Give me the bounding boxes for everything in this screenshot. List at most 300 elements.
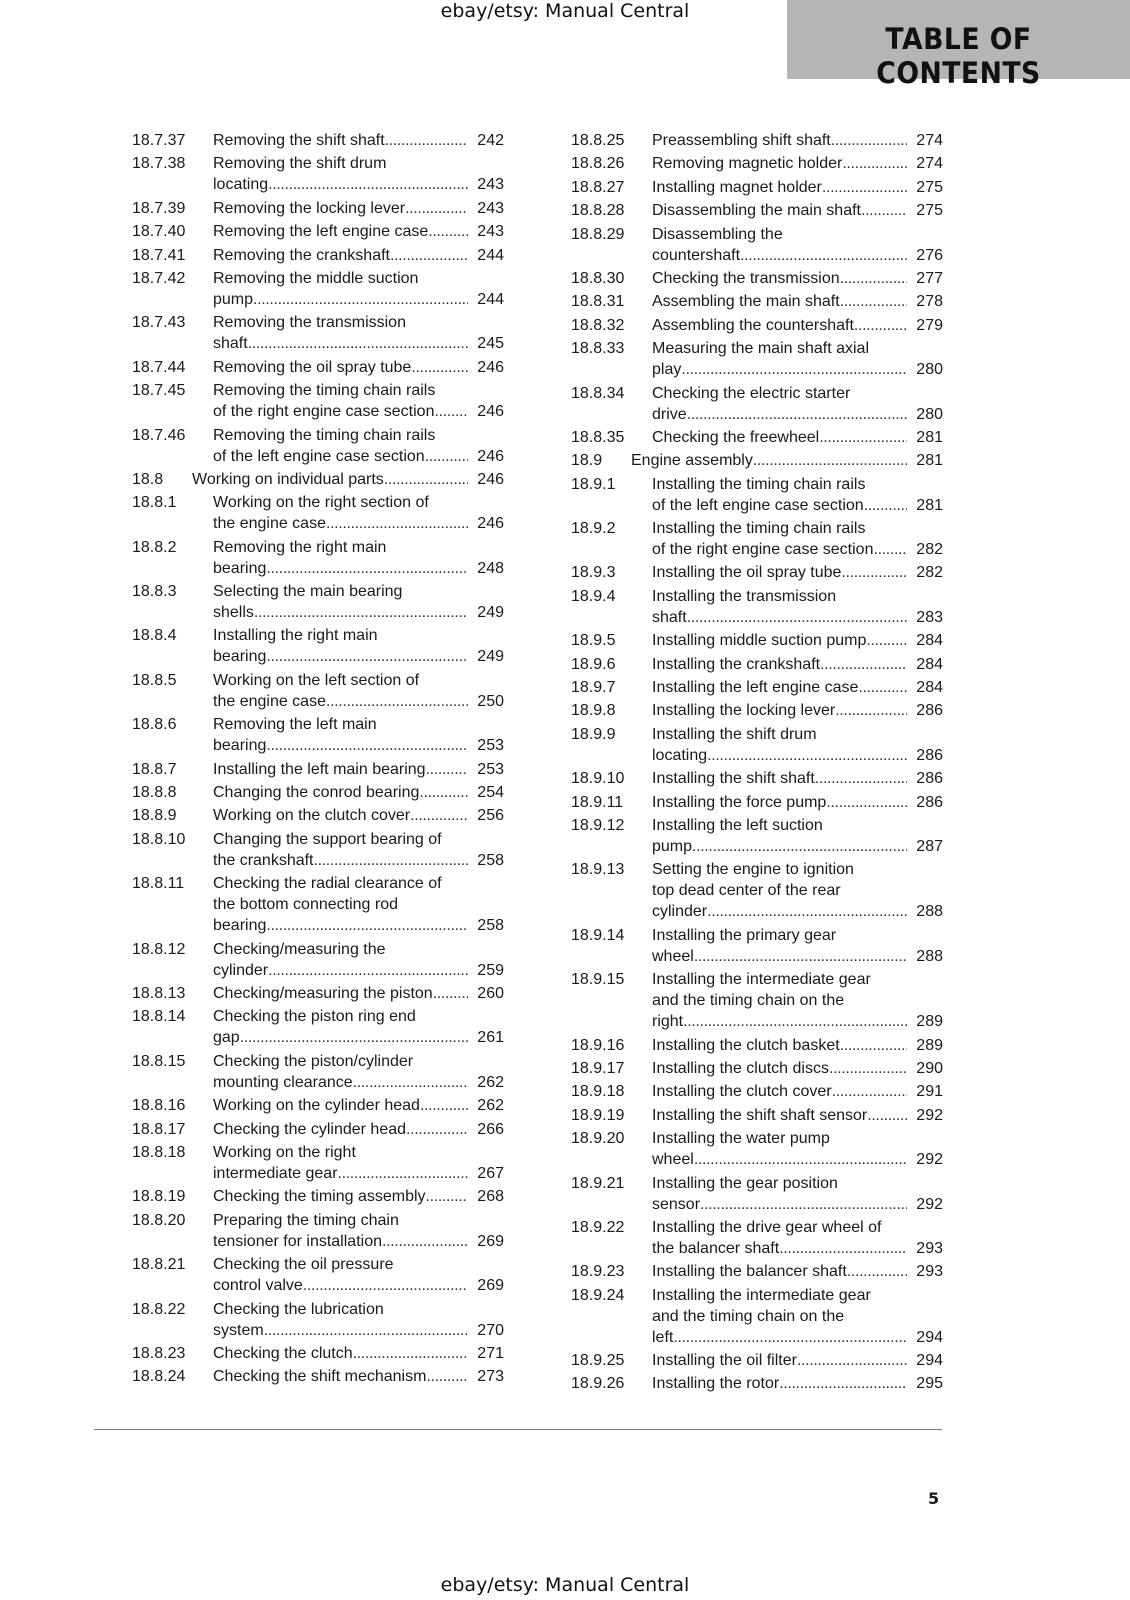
toc-entry-title: tensioner for installation [213,1232,382,1250]
toc-entry-title: Disassembling the [652,225,783,243]
toc-entry-title: bearing [213,559,267,577]
toc-entry-title: Removing the middle suction [213,269,419,287]
toc-entry[interactable] [571,792,943,813]
toc-entry-page: 288 [916,903,943,921]
toc-entry-title: mounting clearance [213,1073,353,1091]
dot-leader [692,836,907,857]
toc-entry-title: left [652,1328,674,1346]
toc-entry-number: 18.8.9 [132,807,177,825]
toc-entry-title: Working on the left section of [213,671,420,689]
toc-entry-number: 18.8.34 [571,384,625,402]
toc-entry-number: 18.7.41 [132,246,186,264]
toc-entry[interactable] [571,724,943,766]
toc-entry-page: 286 [916,746,943,764]
dot-leader [382,1231,468,1252]
toc-entry[interactable] [571,815,943,857]
toc-entry-number: 18.7.39 [132,199,186,217]
toc-entry-number: 18.9.23 [571,1263,625,1281]
toc-entry-title: cylinder [652,903,708,921]
toc-entry[interactable] [132,153,504,195]
dot-leader [694,946,907,967]
toc-entry-page: 282 [916,541,943,559]
toc-entry-number: 18.7.45 [132,382,186,400]
toc-entry[interactable] [132,245,504,266]
dot-leader [873,539,907,560]
toc-entry[interactable] [132,714,504,756]
toc-entry-number: 18.8.22 [132,1300,186,1318]
dot-leader [426,1366,468,1387]
toc-entry-number: 18.7.37 [132,132,186,149]
toc-entry-page: 293 [916,1263,943,1281]
toc-entry[interactable] [132,759,504,780]
toc-entry-page: 275 [916,202,943,220]
toc-entry-number: 18.7.38 [132,155,186,173]
toc-entry-title: Installing the left main bearing [213,760,426,778]
footer-divider [94,1429,942,1430]
toc-entry-page: 289 [916,1013,943,1031]
toc-entry-page: 267 [477,1164,504,1182]
toc-entry[interactable] [571,1058,943,1079]
toc-entry-page: 246 [477,358,504,376]
toc-entry[interactable] [132,1210,504,1252]
toc-entry-page: 294 [916,1352,943,1370]
toc-entry[interactable] [132,198,504,219]
toc-entry-title: Checking the electric starter [652,384,851,402]
toc-entry-page: 292 [916,1195,943,1213]
toc-entry-page: 274 [916,132,943,149]
toc-entry-number: 18.8.24 [132,1368,186,1386]
toc-entry[interactable] [571,153,943,174]
toc-entry-title: wheel [652,1151,694,1169]
dot-leader [268,174,468,195]
toc-entry-page: 293 [916,1239,943,1257]
toc-entry[interactable] [571,474,943,516]
dot-leader [405,198,468,219]
toc-entry-page: 284 [916,679,943,697]
toc-entry-title: Removing the oil spray tube [213,358,412,376]
toc-entry-number: 18.9.19 [571,1106,625,1124]
toc-entry[interactable] [571,1105,943,1126]
toc-entry[interactable] [132,625,504,667]
toc-entry-number: 18.7.43 [132,314,186,332]
toc-entry-title: Installing the right main [213,627,378,645]
toc-entry-title: Installing the gear position [652,1174,838,1192]
dot-leader [390,245,468,266]
toc-entry-number: 18.8.33 [571,340,625,358]
toc-entry[interactable] [571,224,943,266]
toc-entry-number: 18.7.40 [132,223,186,241]
toc-entry-page: 279 [916,316,943,334]
dot-leader [779,1373,907,1394]
toc-entry-number: 18.9.15 [571,971,625,989]
toc-entry[interactable] [132,1006,504,1048]
toc-entry-number: 18.8.21 [132,1256,186,1274]
toc-entry-number: 18.9.10 [571,770,625,788]
toc-entry-title: Removing the left main [213,716,377,734]
toc-entry[interactable] [132,1119,504,1140]
toc-entry-page: 278 [916,293,943,311]
toc-entry-number: 18.7.42 [132,269,186,287]
toc-entry-number: 18.9.3 [571,564,616,582]
dot-leader [264,1320,468,1341]
toc-entry[interactable] [571,200,943,221]
toc-entry-title: Removing the shift drum [213,155,387,173]
toc-entry[interactable] [571,630,943,651]
toc-entry-number: 18.9.16 [571,1036,625,1054]
toc-entry-title: Installing the timing chain rails [652,475,866,493]
toc-entry-page: 284 [916,655,943,673]
toc-entry-title: Checking the freewheel [652,428,820,446]
toc-entry[interactable] [132,805,504,826]
toc-entry[interactable] [132,983,504,1004]
toc-entry-title: and the timing chain on the [652,992,845,1010]
toc-entry-number: 18.8.2 [132,538,177,556]
toc-entry-title: of the right engine case section [652,541,874,559]
toc-entry[interactable] [132,939,504,981]
toc-entry[interactable] [571,315,943,336]
toc-entry[interactable] [571,338,943,380]
toc-entry-title: Installing the oil spray tube [652,564,842,582]
toc-entry-number: 18.8.11 [132,875,185,893]
dot-leader [842,153,907,174]
toc-entry-title: Installing the left engine case [652,679,859,697]
toc-entry-number: 18.7.46 [132,426,186,444]
toc-entry[interactable] [571,427,943,448]
toc-entry[interactable] [132,380,504,422]
toc-entry-title: Removing the left engine case [213,223,429,241]
toc-entry-number: 18.8.28 [571,202,625,220]
toc-entry[interactable] [571,1373,943,1394]
toc-entry-page: 260 [477,984,504,1002]
toc-entry-page: 271 [477,1344,504,1362]
toc-entry-page: 281 [916,452,943,470]
toc-entry-number: 18.8.1 [132,494,177,512]
toc-entry-title: bearing [213,648,267,666]
toc-entry-page: 282 [916,564,943,582]
toc-entry-page: 292 [916,1151,943,1169]
dot-leader [326,691,468,712]
toc-entry-title: Installing the clutch cover [652,1083,832,1101]
toc-entry[interactable] [132,357,504,378]
toc-entry[interactable] [132,1366,504,1387]
toc-entry-number: 18.9.17 [571,1059,625,1077]
toc-entry-number: 18.9.20 [571,1130,625,1148]
toc-entry-title: Checking the oil pressure [213,1256,394,1274]
toc-entry-title: Installing the clutch discs [652,1059,829,1077]
toc-entry-page: 266 [477,1120,504,1138]
toc-entry-number: 18.9.21 [571,1174,625,1192]
toc-entry-page: 258 [477,917,504,935]
toc-entry-title: Checking the lubrication [213,1300,384,1318]
toc-entry-title: wheel [652,947,694,965]
toc-entry[interactable] [571,1173,943,1215]
toc-entry-title: and the timing chain on the [652,1307,845,1325]
toc-entry[interactable] [132,425,504,467]
toc-entry-page: 246 [477,403,504,421]
toc-entry-number: 18.8.31 [571,293,625,311]
toc-entry-title: Checking the cylinder head [213,1120,407,1138]
toc-entry-title: of the right engine case section [213,403,435,421]
toc-entry-number: 18.9.14 [571,926,625,944]
toc-entry-number: 18.8.18 [132,1143,186,1161]
toc-entry-title: Installing the timing chain rails [652,520,866,538]
toc-entry-page: 242 [477,132,504,149]
toc-entry-page: 268 [477,1188,504,1206]
toc-entry-number: 18.8.14 [132,1008,186,1026]
toc-entry[interactable] [132,1186,504,1207]
toc-entry-title: Installing magnet holder [652,178,822,196]
toc-entry[interactable] [132,782,504,803]
toc-entry-number: 18.9.5 [571,632,616,650]
toc-entry-page: 246 [477,447,504,465]
toc-entry-page: 244 [477,290,504,308]
dot-leader [268,960,468,981]
toc-entry[interactable] [571,700,943,721]
toc-entry-page: 243 [477,199,504,217]
toc-entry-title: Disassembling the main shaft [652,202,861,220]
watermark-bottom: ebay/etsy: Manual Central [440,1574,690,1596]
dot-leader [797,1350,907,1371]
toc-entry-page: 289 [916,1036,943,1054]
toc-entry[interactable] [132,1254,504,1296]
toc-entry[interactable] [132,581,504,623]
toc-entry[interactable] [132,268,504,310]
toc-entry-number: 18.9.4 [571,587,616,605]
toc-entry-page: 274 [916,155,943,173]
toc-entry-title: Preparing the timing chain [213,1211,399,1229]
toc-entry-page: 245 [477,335,504,353]
toc-entry-title: of the left engine case section [652,496,864,514]
toc-entry-title: Removing magnetic holder [652,155,843,173]
toc-entry-title: Assembling the main shaft [652,293,840,311]
toc-entry-number: 18.8.7 [132,760,177,778]
toc-entry[interactable] [571,969,943,1032]
dot-leader [700,1194,907,1215]
toc-entry[interactable] [571,177,943,198]
toc-entry-title: Working on the clutch cover [213,807,411,825]
toc-entry-number: 18.8.23 [132,1344,186,1362]
toc-entry[interactable] [132,312,504,354]
toc-entry-title: Selecting the main bearing [213,583,403,601]
toc-entry-title: Installing the primary gear [652,926,837,944]
toc-entry-page: 273 [477,1368,504,1386]
dot-leader [353,1343,468,1364]
toc-entry-page: 269 [477,1277,504,1295]
toc-entry-title: Installing the locking lever [652,702,836,720]
toc-entry-page: 250 [477,692,504,710]
toc-entry[interactable] [571,859,943,922]
toc-entry-title: shaft [213,335,248,353]
dot-leader [254,602,468,623]
toc-entry[interactable] [571,268,943,289]
toc-entry[interactable] [571,1261,943,1282]
toc-entry-page: 280 [916,361,943,379]
toc-entry-title: Installing the water pump [652,1130,830,1148]
toc-entry[interactable] [571,1035,943,1056]
dot-leader [434,401,468,422]
toc-entry-number: 18.9.11 [571,793,624,811]
toc-entry-page: 249 [477,604,504,622]
toc-entry-title: Installing the force pump [652,793,827,811]
toc-entry[interactable] [132,1343,504,1364]
toc-entry-page: 281 [916,428,943,446]
toc-entry-page: 295 [916,1375,943,1393]
toc-entry-page: 258 [477,851,504,869]
toc-entry[interactable] [132,537,504,579]
toc-entry-title: pump [213,290,254,308]
toc-entry[interactable] [571,586,943,628]
toc-entry[interactable] [571,1081,943,1102]
toc-entry[interactable] [132,829,504,871]
toc-entry-page: 294 [916,1328,943,1346]
toc-entry-title: sensor [652,1195,701,1213]
toc-entry-page: 281 [916,496,943,514]
toc-entry-title: Removing the shift shaft [213,132,385,149]
toc-entry-page: 253 [477,760,504,778]
toc-entry-title: bearing [213,737,267,755]
toc-entry[interactable] [571,383,943,425]
toc-entry-title: Setting the engine to ignition [652,861,854,879]
dot-leader [425,446,468,467]
section-header [787,0,1130,90]
toc-entry[interactable] [132,1095,504,1116]
toc-entry-title: the engine case [213,692,326,710]
toc-entry-title: Changing the support bearing of [213,830,442,848]
toc-entry-title: countershaft [652,246,741,264]
toc-entry[interactable] [571,677,943,698]
toc-entry[interactable] [132,492,504,534]
toc-entry[interactable] [132,1142,504,1184]
toc-entry-number: 18.8.17 [132,1120,186,1138]
toc-entry[interactable] [132,873,504,936]
toc-entry-title: Installing the balancer shaft [652,1263,847,1281]
toc-entry[interactable] [571,518,943,560]
toc-entry[interactable] [132,670,504,712]
toc-entry-title: the balancer shaft [652,1239,780,1257]
toc-entry-number: 18.9.13 [571,861,625,879]
toc-entry-number: 18.9.6 [571,655,616,673]
toc-entry[interactable] [132,130,504,151]
toc-entry-number: 18.9.24 [571,1286,625,1304]
toc-entry[interactable] [132,1051,504,1093]
toc-entry-number: 18.8.16 [132,1097,186,1115]
toc-entry-page: 262 [477,1097,504,1115]
toc-entry-number: 18.7.44 [132,358,186,376]
toc-entry[interactable] [571,1128,943,1170]
dot-leader [858,677,907,698]
toc-entry-number: 18.8 [132,470,164,488]
toc-entry-title: right [652,1013,684,1031]
toc-entry-title: of the left engine case section [213,447,425,465]
watermark-top: ebay/etsy: Manual Central [440,0,690,22]
toc-entry-number: 18.8.5 [132,671,177,689]
toc-entry-number: 18.9 [571,452,603,470]
toc-entry[interactable] [132,469,504,490]
toc-entry-number: 18.9.12 [571,816,625,834]
dot-leader [681,359,907,380]
toc-entry-title: Working on the cylinder head [213,1097,420,1115]
dot-leader [819,427,907,448]
dot-leader [426,1186,468,1207]
dot-leader [753,450,907,471]
dot-leader [266,915,468,936]
dot-leader [831,130,907,151]
toc-entry-title: shaft [652,608,687,626]
toc-entry-title: Working on the right section of [213,494,429,512]
toc-entry-page: 244 [477,246,504,264]
toc-entry-number: 18.8.35 [571,428,625,446]
toc-entry[interactable] [571,562,943,583]
dot-leader [673,1327,907,1348]
toc-entry[interactable] [571,1350,943,1371]
toc-entry[interactable] [571,768,943,789]
dot-leader [419,782,468,803]
dot-leader [864,495,907,516]
toc-entry-title: Measuring the main shaft axial [652,340,869,358]
toc-entry-page: 253 [477,737,504,755]
toc-entry-title: Checking the clutch [213,1344,353,1362]
dot-leader [707,901,907,922]
toc-entry-title: Working on individual parts [192,470,384,488]
toc-entry[interactable] [571,450,943,471]
toc-entry-title: Preassembling shift shaft [652,132,831,149]
toc-entry-number: 18.8.15 [132,1052,186,1070]
page-title: TABLE OF CONTENTS [876,22,1041,90]
dot-leader [687,404,907,425]
toc-entry-page: 283 [916,608,943,626]
toc-entry[interactable] [571,925,943,967]
toc-entry-title: Removing the right main [213,538,387,556]
dot-leader [829,1058,907,1079]
toc-entry-page: 288 [916,947,943,965]
toc-entry-title: Checking the transmission [652,269,840,287]
toc-left-column [132,130,504,1390]
toc-entry-page: 243 [477,223,504,241]
dot-leader [683,1011,907,1032]
dot-leader [779,1238,907,1259]
toc-entry-title: locating [652,746,708,764]
toc-entry-title: Installing the intermediate gear [652,1286,871,1304]
toc-entry[interactable] [132,1299,504,1341]
dot-leader [266,735,468,756]
dot-leader [266,558,468,579]
toc-entry-title: Installing the drive gear wheel of [652,1218,882,1236]
toc-entry[interactable] [132,221,504,242]
dot-leader [253,289,468,310]
toc-entry-number: 18.9.1 [571,475,616,493]
toc-entry-title: Checking/measuring the [213,940,386,958]
toc-entry-title: Checking the timing assembly [213,1188,426,1206]
toc-entry-title: Checking the piston ring end [213,1008,416,1026]
toc-entry-page: 243 [477,176,504,194]
toc-entry[interactable] [571,291,943,312]
dot-leader [411,357,468,378]
dot-leader [820,654,907,675]
dot-leader [740,245,907,266]
toc-entry[interactable] [571,130,943,151]
toc-entry-page: 269 [477,1232,504,1250]
toc-entry-page: 246 [477,515,504,533]
dot-leader [847,1261,907,1282]
toc-entry[interactable] [571,1217,943,1259]
toc-entry[interactable] [571,1285,943,1348]
toc-entry-number: 18.9.22 [571,1218,625,1236]
dot-leader [385,130,468,151]
toc-entry[interactable] [571,654,943,675]
toc-entry-number: 18.9.26 [571,1375,625,1393]
toc-entry-number: 18.8.19 [132,1188,186,1206]
toc-entry-page: 275 [916,178,943,196]
